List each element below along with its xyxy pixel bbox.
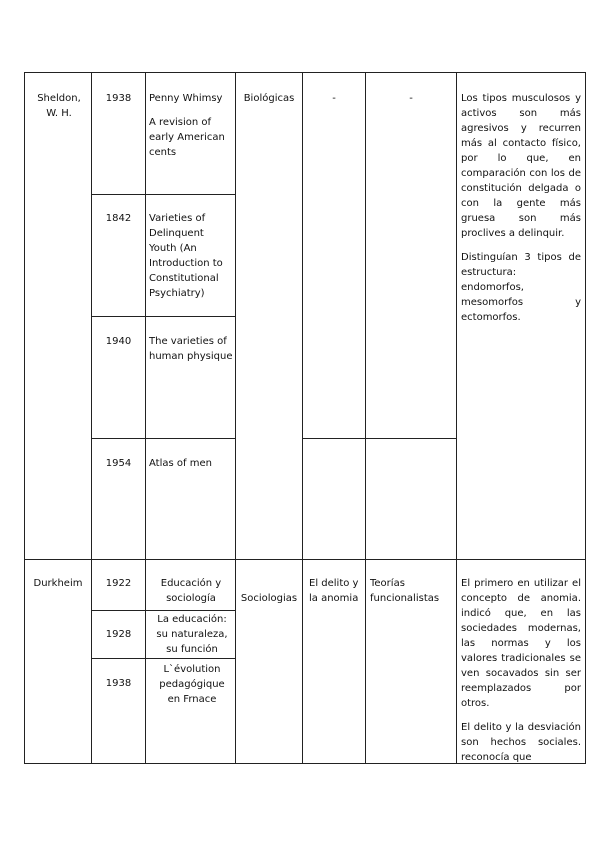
school-text: - <box>409 93 413 104</box>
approach-cell <box>235 559 303 764</box>
year-cell <box>91 438 146 560</box>
school-text: Teorías funcionalistas <box>370 578 440 604</box>
theory-text: El delito y la anomia <box>309 578 359 604</box>
description-paragraph: Los tipos musculosos y activos son más agresivos y recurren más al contacto físico, por lo que, en comparación con los de constitución delgada o con la gente más gruesa son más proclives a delinquir. <box>461 93 581 239</box>
title-cell <box>145 438 236 560</box>
school-cell <box>365 72 457 439</box>
author-cell <box>24 559 92 764</box>
year-cell <box>91 559 146 611</box>
work-year: 1938 <box>105 93 132 104</box>
title-cell <box>145 194 236 317</box>
description-cell <box>456 559 586 764</box>
work-year: 1940 <box>105 336 132 347</box>
work-title <box>149 91 233 160</box>
year-cell <box>91 658 146 764</box>
title-cell <box>145 658 236 764</box>
school-cell <box>365 438 457 560</box>
title-cell <box>145 610 236 659</box>
description-paragraph: Distinguían 3 tipos de estructura: endomorfos, mesomorfos y ectomorfos. <box>461 252 581 323</box>
work-title: Varieties of Delinquent Youth (An Introduction to Constitutional Psychiatry) <box>149 213 223 299</box>
work-title: Educación y sociología <box>160 578 222 604</box>
description-paragraph: El primero en utilizar el concepto de anomia. indicó que, en las sociedades modernas, las normas y los valores tradicionales se ven socavados sin ser reemplazados por otros. <box>461 578 581 709</box>
description-text <box>461 576 581 765</box>
title-cell <box>145 316 236 439</box>
author-name: Durkheim <box>33 578 83 589</box>
year-cell <box>91 194 146 317</box>
theory-cell <box>302 559 366 764</box>
approach-cell <box>235 72 303 560</box>
description-cell <box>456 72 586 560</box>
work-year: 1938 <box>105 678 132 689</box>
work-year: 1928 <box>105 629 132 640</box>
year-cell <box>91 610 146 659</box>
approach-text: Biológicas <box>243 93 295 104</box>
theory-text: - <box>332 93 336 104</box>
description-paragraph: El delito y la desviación son hechos sociales. reconocía que <box>461 722 581 763</box>
description-text <box>461 91 581 325</box>
work-year: 1842 <box>105 213 132 224</box>
author-cell <box>24 72 92 560</box>
title-cell <box>145 72 236 195</box>
theory-cell <box>302 72 366 439</box>
work-title: La educación: su naturaleza, su función <box>156 614 228 655</box>
work-subtitle: A revision of early American cents <box>149 117 225 158</box>
work-title: Atlas of men <box>149 458 212 469</box>
theory-cell <box>302 438 366 560</box>
work-year: 1922 <box>105 578 132 589</box>
work-title: L`évolution pedagógique en Frnace <box>159 664 225 705</box>
approach-text: Sociologias <box>240 593 298 604</box>
work-year: 1954 <box>105 458 132 469</box>
year-cell <box>91 316 146 439</box>
work-title: The varieties of human physique <box>149 336 233 362</box>
title-cell <box>145 559 236 611</box>
year-cell <box>91 72 146 195</box>
work-title-line: Penny Whimsy <box>149 93 223 104</box>
author-name: Sheldon, W. H. <box>37 93 81 119</box>
school-cell <box>365 559 457 764</box>
